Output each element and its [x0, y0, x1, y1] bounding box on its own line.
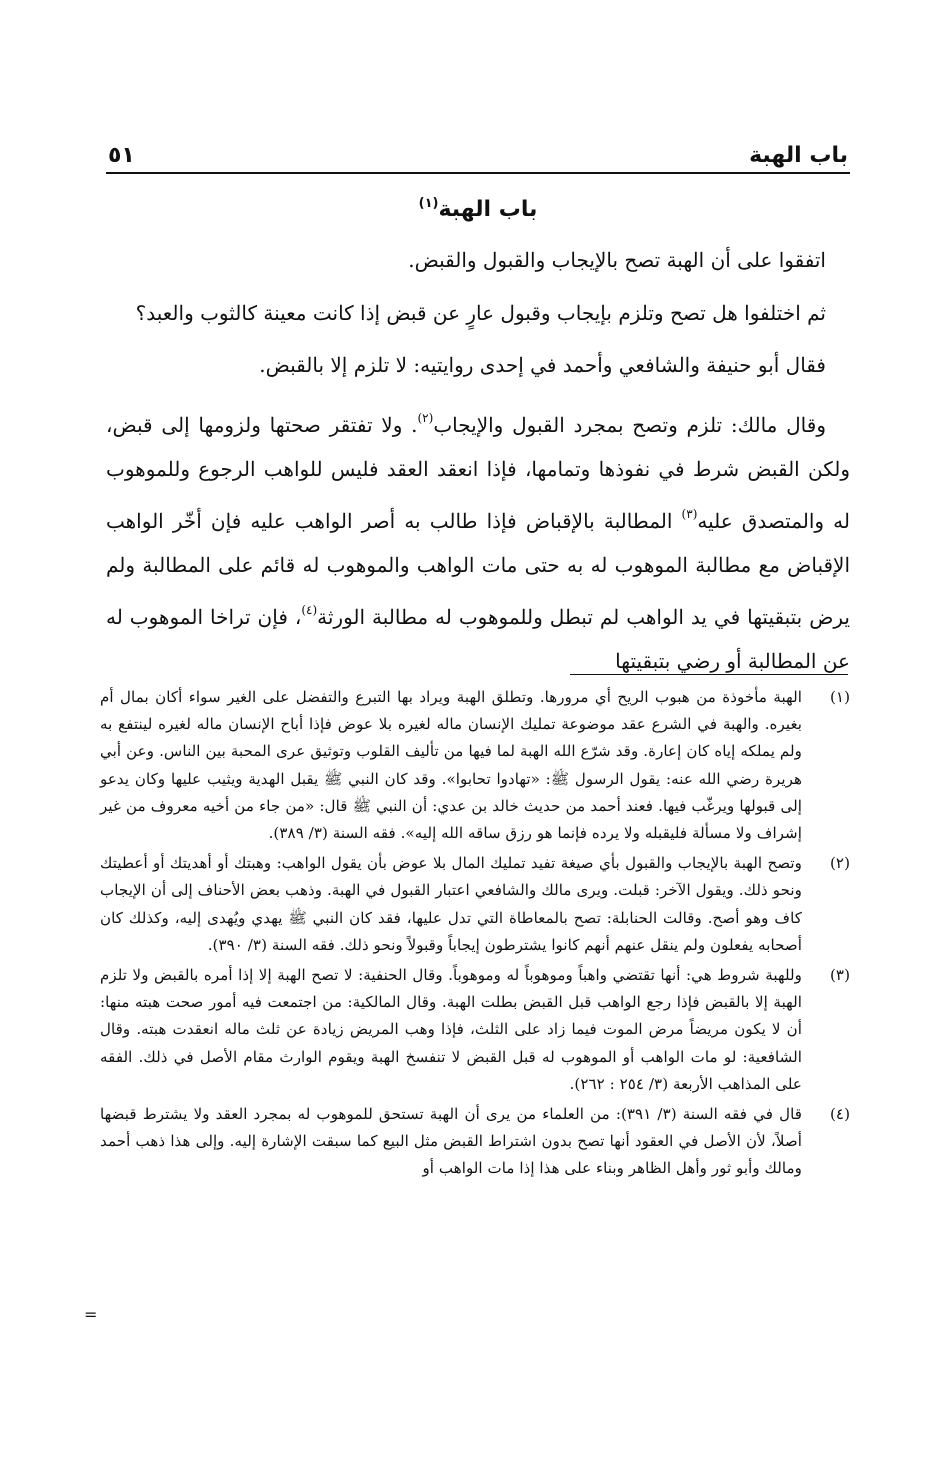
- footnote-number: (١): [829, 688, 850, 706]
- continuation-mark: =: [84, 1305, 98, 1324]
- footnote-text: وتصح الهبة بالإيجاب والقبول بأي صيغة تفيد تمليك المال بلا عوض بأن يقول الواهب: وهبتك أو أهديتك أو أعطيتك ونحو ذلك. ويقول الآخر: قبلت. ويرى مالك والشافعي اعتبار القبول في الهبة. وذهب بعض الأحناف إلى أن الإيجاب كاف وهو أصح. وقالت الحنابلة: تصح بالمعاطاة التي تدل عليها، فقد كان النبي ﷺ يهدي ويُهدى إليه، وكذلك كان أصحابه يفعلون ولم ينقل عنهم أنهم كانوا يشترطون إيجاباً وقبولاً ونحو ذلك. فقه السنة (٣/ ٣٩٠).: [100, 854, 802, 954]
- header-chapter-title: باب الهبة: [749, 143, 848, 168]
- main-text: [106, 238, 850, 692]
- page-number: ٥١: [108, 143, 135, 168]
- footnote-text: قال في فقه السنة (٣/ ٣٩١): من العلماء من يرى أن الهبة تستحق للموهوب له بمجرد العقد ولا يشترط قبضها أصلاً، لأن الأصل في العقود أنها تصح بدون اشتراط القبض مثل البيع كما سبقت الإشارة إليه. وإلى هذا ذهب أحمد ومالك وأبو ثور وأهل الظاهر وبناء على هذا إذا مات الواهب أو: [100, 1105, 802, 1178]
- header-rule: [106, 172, 850, 174]
- footnote-separator: [570, 674, 848, 675]
- footnote-ref: (٢): [417, 410, 434, 425]
- footnote-number: (٤): [829, 1105, 850, 1124]
- footnote: [100, 1101, 850, 1183]
- chapter-title: [106, 186, 850, 228]
- footnote: [100, 962, 850, 1098]
- paragraph: [106, 396, 850, 684]
- paragraph: فقال أبو حنيفة والشافعي وأحمد في إحدى روايتيه: لا تلزم إلا بالقبض.: [259, 353, 826, 377]
- footnote-ref: (١): [418, 196, 439, 211]
- footnote-text: الهبة مأخوذة من هبوب الريح أي مرورها. وتطلق الهبة ويراد بها التبرع والتفضل على الغير سواء أكان بمال أم بغيره. والهبة في الشرع عقد موضوعة تمليك الإنسان ماله لغيره بلا عوض فإذا أباح الإنسان ماله لغيره لينتفع به ولم يملكه إياه كان إعارة. وقد شرّع الله الهبة لما فيها من تأليف القلوب وتوثيق عرى المحبة بين الناس. وعن أبي هريرة رضي الله عنه: يقول الرسول ﷺ: «تهادوا تحابوا». وقد كان النبي ﷺ يقبل الهدية ويثيب عليها وكان يدعو إلى قبولها ويرغّب فيها. فعند أحمد من حديث خالد بن عدي: أن النبي ﷺ قال: «من جاء من أخيه معروف من غير إشراف ولا مسألة فليقبله ولا يرده فإنما هو رزق ساقه الله إليه». فقه السنة (٣/ ٣٨٩).: [100, 688, 802, 843]
- footnote: [100, 850, 850, 959]
- paragraph-segment: ، فإن تراخا الموهوب له عن المطالبة أو رضي بتبقيتها: [106, 604, 850, 673]
- paragraph: اتفقوا على أن الهبة تصح بالإيجاب والقبول والقبض.: [408, 248, 826, 272]
- footnote-text: وللهبة شروط هي: أنها تقتضي واهباً وموهوباً له وموهوباً. وقال الحنفية: لا تصح الهبة إلا إذا أمره بالقبض ولا تلزم الهبة إلا بالقبض فإذا رجع الواهب قبل القبض بطلت الهبة. وقال المالكية: من اجتمعت فيه أمور صحت هبته منها: أن لا يكون مريضاً مرض الموت فيما زاد على الثلث، فإذا وهب المريض زيادة عن ثلث ماله انعقدت هبته. وقال الشافعية: لو مات الواهب أو الموهوب له قبل القبض لا تنفسخ الهبة ويقوم الوارث مقام الأصل في ذلك. الفقه على المذاهب الأربعة (٣/ ٢٥٤ : ٢٦٢).: [100, 966, 802, 1093]
- footnote-ref: (٣): [681, 506, 698, 521]
- footnote-number: (٣): [829, 966, 850, 985]
- running-header: [108, 128, 848, 168]
- chapter-title-text: باب الهبة: [438, 197, 538, 222]
- paragraph-segment: وقال مالك: تلزم وتصح بمجرد القبول والإيجاب: [433, 412, 826, 437]
- paragraph: ثم اختلفوا هل تصح وتلزم بإيجاب وقبول عارٍ عن قبض إذا كانت معينة كالثوب والعبد؟: [135, 300, 826, 325]
- footnote-number: (٢): [829, 854, 850, 873]
- paragraph-segment: المطالبة بالإقباض فإذا طالب به أصر الواهب عليه فإن أخّر الواهب الإقباض مع مطالبة الموهوب له به حتى مات الواهب والموهوب له قائم على المطالبة ولم يرض بتبقيتها في يد الواهب لم تبطل وللموهوب له مطالبة الورثة: [106, 508, 850, 629]
- footnote: [100, 684, 850, 847]
- footnote-ref: (٤): [301, 602, 318, 617]
- paragraph-segment: . ولا تفتقر صحتها ولزومها إلى قبض، ولكن القبض شرط في نفوذها وتمامها، فإذا انعقد العقد فليس للواهب الرجوع وللموهوب له والمتصدق عليه: [106, 412, 850, 533]
- footnotes: [100, 684, 850, 1186]
